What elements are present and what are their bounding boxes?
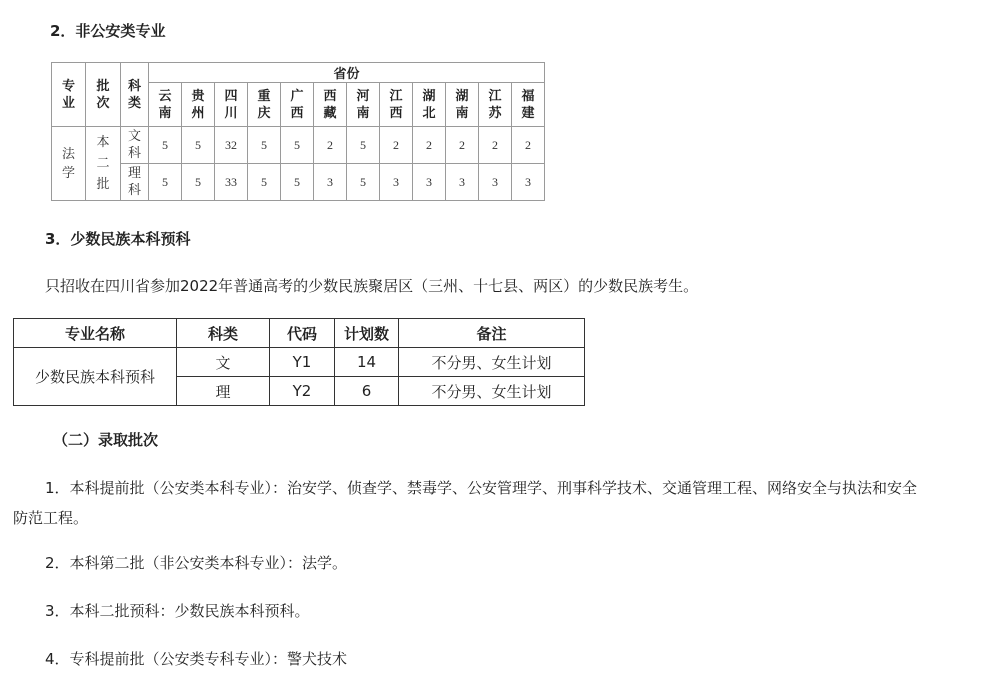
quota-cell: 2 <box>479 127 512 164</box>
admission-item-3: 3．本科二批预科：少数民族本科预科。 <box>45 602 310 620</box>
header-code: 代码 <box>270 319 335 348</box>
quota-cell: 5 <box>248 164 281 201</box>
non-police-major-table <box>51 62 545 201</box>
minority-prep-table <box>13 318 585 406</box>
province-header: 四 川 <box>215 83 248 127</box>
header-major-name: 专业名称 <box>14 319 177 348</box>
quota-cell: 5 <box>149 164 182 201</box>
cell-subject: 理 <box>177 377 270 406</box>
admission-item-4: 4．专科提前批（公安类专科专业）：警犬技术 <box>45 650 348 668</box>
section-2-title: 2．非公安类专业 <box>50 22 166 40</box>
quota-cell: 33 <box>215 164 248 201</box>
province-header: 江 苏 <box>479 83 512 127</box>
quota-cell: 5 <box>182 127 215 164</box>
admission-item-1: 1．本科提前批（公安类本科专业）：治安学、侦查学、禁毒学、公安管理学、刑事科学技术、交通管理工程、网络安全与执法和安全 <box>45 479 918 497</box>
quota-cell: 3 <box>446 164 479 201</box>
province-header: 福 建 <box>512 83 545 127</box>
cell-remark: 不分男、女生计划 <box>399 377 585 406</box>
header-subject: 科 类 <box>121 63 149 127</box>
cell-code: Y2 <box>270 377 335 406</box>
admission-title: （二）录取批次 <box>53 431 159 449</box>
cell-subject-li: 理 科 <box>121 164 149 201</box>
admission-item-1-cont: 防范工程。 <box>13 509 89 527</box>
quota-cell: 5 <box>347 164 380 201</box>
cell-remark: 不分男、女生计划 <box>399 348 585 377</box>
quota-cell: 5 <box>281 127 314 164</box>
quota-cell: 32 <box>215 127 248 164</box>
cell-major: 法 学 <box>52 127 86 201</box>
quota-cell: 2 <box>413 127 446 164</box>
province-header: 重 庆 <box>248 83 281 127</box>
header-major: 专 业 <box>52 63 86 127</box>
cell-plan-count: 14 <box>335 348 399 377</box>
province-header: 贵 州 <box>182 83 215 127</box>
header-remark: 备注 <box>399 319 585 348</box>
section-3-title: 3．少数民族本科预科 <box>45 230 191 248</box>
province-header: 江 西 <box>380 83 413 127</box>
quota-cell: 2 <box>512 127 545 164</box>
quota-cell: 2 <box>314 127 347 164</box>
province-header: 湖 北 <box>413 83 446 127</box>
quota-cell: 3 <box>413 164 446 201</box>
quota-cell: 3 <box>314 164 347 201</box>
header-province-group: 省份 <box>149 63 545 83</box>
admission-item-2: 2．本科第二批（非公安类本科专业）：法学。 <box>45 554 348 572</box>
quota-cell: 5 <box>182 164 215 201</box>
header-plan-count: 计划数 <box>335 319 399 348</box>
quota-cell: 2 <box>446 127 479 164</box>
quota-cell: 5 <box>149 127 182 164</box>
cell-subject: 文 <box>177 348 270 377</box>
quota-cell: 2 <box>380 127 413 164</box>
province-header: 湖 南 <box>446 83 479 127</box>
quota-cell: 3 <box>380 164 413 201</box>
cell-major-name: 少数民族本科预科 <box>14 348 177 406</box>
header-batch: 批 次 <box>86 63 121 127</box>
province-header: 云 南 <box>149 83 182 127</box>
province-header: 广 西 <box>281 83 314 127</box>
section-3-note: 只招收在四川省参加2022年普通高考的少数民族聚居区（三州、十七县、两区）的少数民族考生。 <box>45 277 699 295</box>
quota-cell: 5 <box>248 127 281 164</box>
cell-batch: 本 二 批 <box>86 127 121 201</box>
quota-cell: 3 <box>512 164 545 201</box>
province-header: 西 藏 <box>314 83 347 127</box>
province-header: 河 南 <box>347 83 380 127</box>
header-subject: 科类 <box>177 319 270 348</box>
quota-cell: 5 <box>347 127 380 164</box>
cell-plan-count: 6 <box>335 377 399 406</box>
cell-subject-wen: 文 科 <box>121 127 149 164</box>
cell-code: Y1 <box>270 348 335 377</box>
quota-cell: 3 <box>479 164 512 201</box>
quota-cell: 5 <box>281 164 314 201</box>
